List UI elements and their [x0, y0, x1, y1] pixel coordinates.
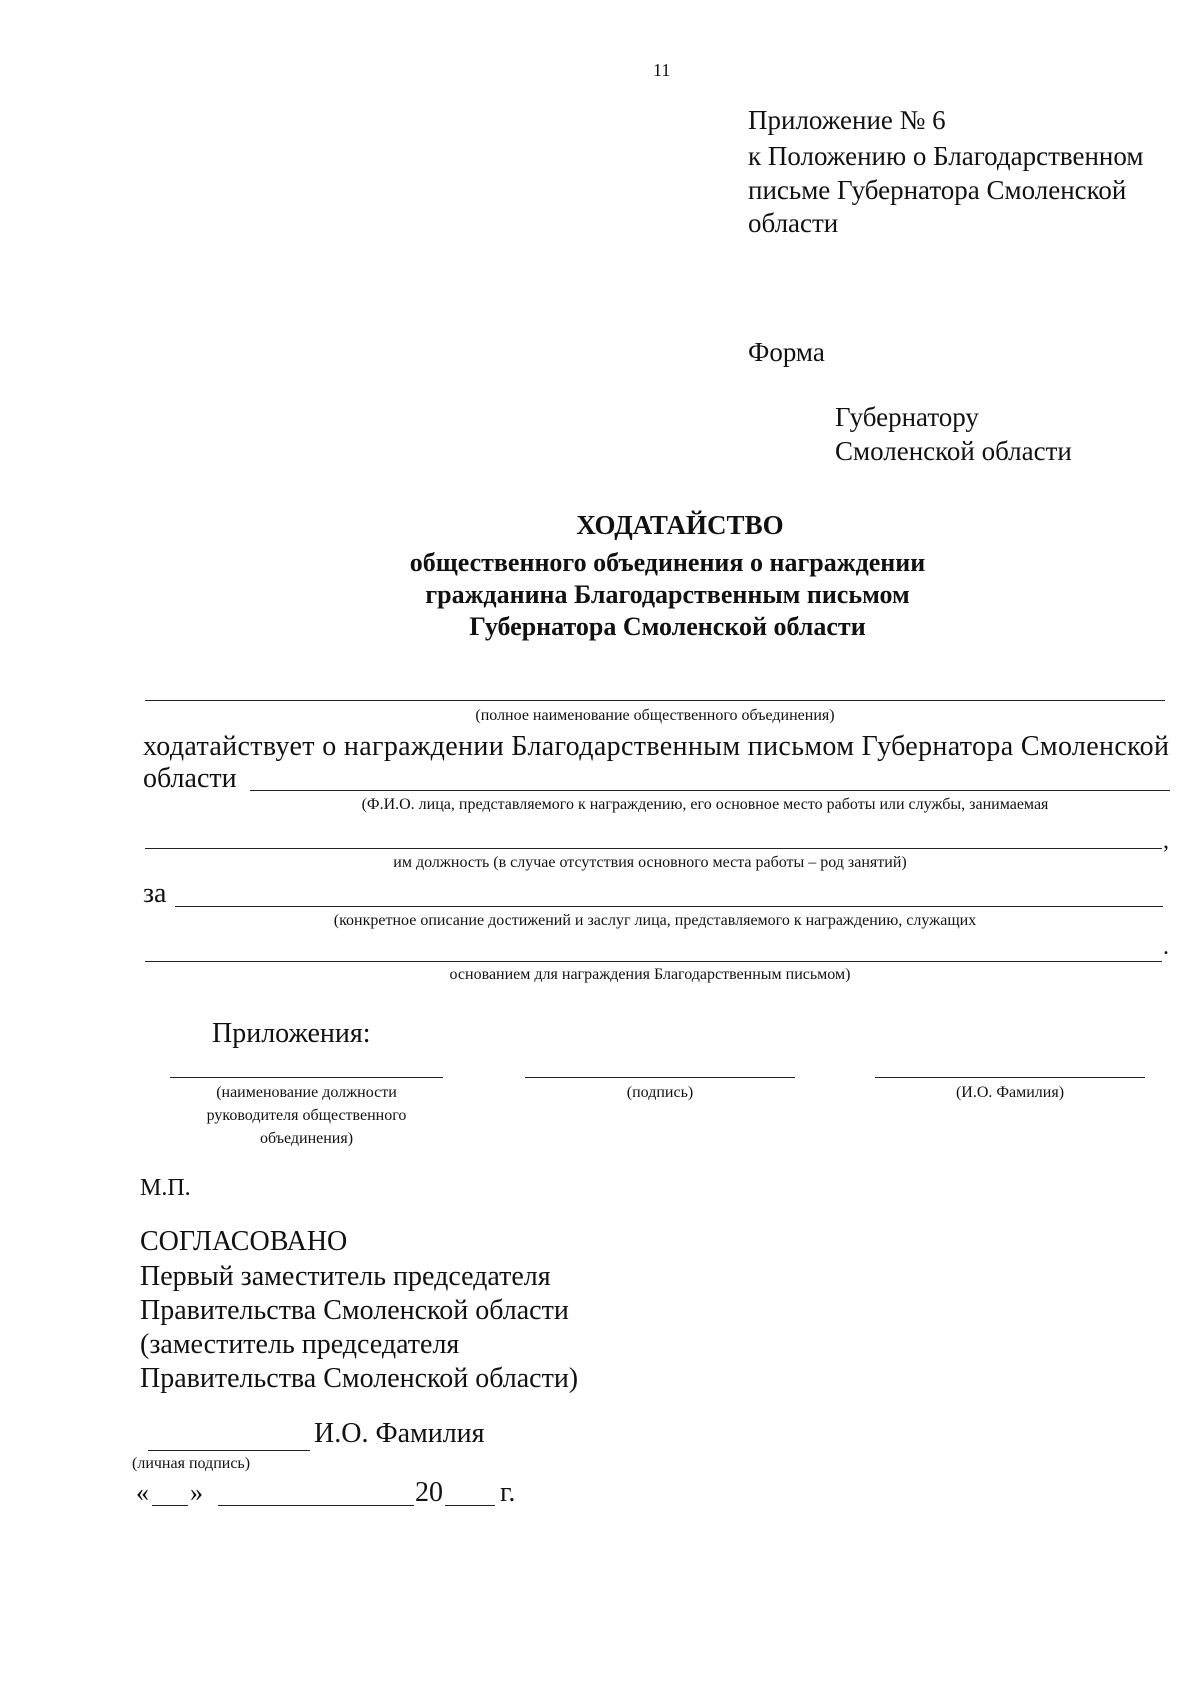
date-month-blank	[218, 1505, 414, 1506]
signature-caption: (подпись)	[626, 1084, 694, 1101]
appendix-line-1: Приложение № 6	[748, 105, 946, 135]
approval-line-4: Правительства Смоленской области)	[140, 1363, 579, 1394]
signature-blank	[525, 1077, 795, 1078]
approval-signature-caption: (личная подпись)	[132, 1455, 251, 1472]
position-caption-2: руководителя общественного	[206, 1107, 407, 1124]
petition-text: ходатайствует о награждении Благодарственным письмом Губернатора Смоленской	[143, 731, 1170, 762]
attachments-label: Приложения:	[212, 1018, 371, 1049]
merits-blank	[175, 906, 1163, 907]
addressee-line-1: Губернатору	[835, 402, 979, 432]
approval-signature-blank	[148, 1450, 310, 1451]
approval-heading: СОГЛАСОВАНО	[140, 1226, 348, 1257]
date-close-quote: »	[190, 1478, 203, 1507]
org-name-blank	[145, 700, 1165, 701]
oblasti-text: области	[143, 763, 237, 794]
approval-line-1: Первый заместитель председателя	[140, 1261, 551, 1292]
addressee-line-2: Смоленской области	[835, 436, 1072, 466]
position-caption-3: объединения)	[259, 1130, 354, 1147]
approval-signatory-name: И.О. Фамилия	[314, 1418, 485, 1449]
date-year-prefix: 20	[415, 1477, 443, 1508]
za-text: за	[143, 878, 167, 909]
title-line-3: гражданина Благодарственным письмом	[425, 580, 910, 609]
appendix-line-3: письме Губернатора Смоленской	[748, 175, 1127, 205]
person-caption: (Ф.И.О. лица, представляемого к награждению, его основное место работы или службы, занимаемая	[361, 796, 1049, 813]
basis-caption: основанием для награждения Благодарственным письмом)	[449, 966, 851, 983]
position-comma: ,	[1163, 828, 1169, 854]
approval-line-3: (заместитель председателя	[140, 1329, 460, 1360]
name-caption: (И.О. Фамилия)	[955, 1084, 1065, 1101]
name-blank	[875, 1077, 1145, 1078]
date-year-suffix: г.	[500, 1477, 516, 1508]
page-number: 11	[653, 60, 671, 80]
position-signature-blank	[170, 1077, 443, 1078]
position-blank	[145, 848, 1162, 849]
title-line-4: Губернатора Смоленской области	[469, 612, 866, 641]
document-title: ХОДАТАЙСТВО	[576, 510, 784, 540]
date-open-quote: «	[136, 1478, 149, 1507]
merits-caption: (конкретное описание достижений и заслуг лица, представляемого к награждению, служащих	[333, 912, 977, 929]
basis-blank	[145, 961, 1162, 962]
stamp-label: М.П.	[140, 1175, 191, 1201]
date-year-blank	[445, 1505, 495, 1506]
position-caption-1: (наименование должности	[216, 1084, 397, 1101]
basis-period: .	[1163, 934, 1169, 960]
position-caption: им должность (в случае отсутствия основного места работы – род занятий)	[393, 854, 907, 871]
appendix-line-2: к Положению о Благодарственном	[748, 141, 1144, 171]
form-label: Форма	[748, 337, 825, 367]
title-line-2: общественного объединения о награждении	[409, 548, 926, 577]
org-name-caption: (полное наименование общественного объединения)	[475, 707, 835, 724]
appendix-line-4: области	[748, 208, 839, 238]
approval-line-2: Правительства Смоленской области	[140, 1295, 569, 1326]
person-blank	[250, 790, 1170, 791]
date-day-blank	[152, 1505, 188, 1506]
